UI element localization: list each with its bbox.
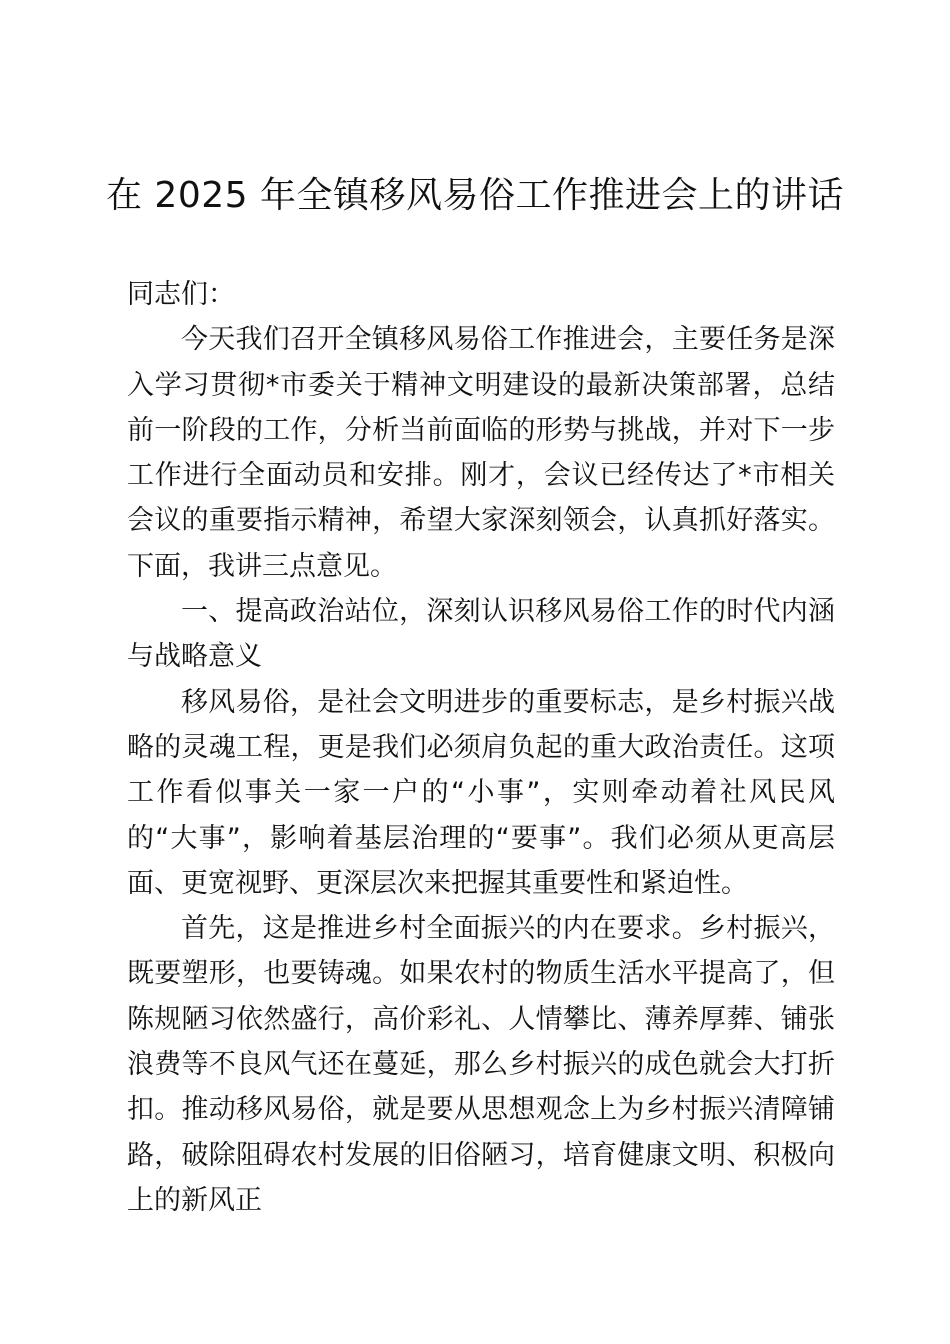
section-heading-1: 一、提高政治站位，深刻认识移风易俗工作的时代内涵与战略意义 [127,596,835,673]
document-body [127,272,835,1223]
paragraph-first-point: 首先，这是推进乡村全面振兴的内在要求。乡村振兴，既要塑形，也要铸魂。如果农村的物质生活水平提高了，但陈规陋习依然盛行，高价彩礼、人情攀比、薄养厚葬、铺张浪费等不良风气还在蔓延，那么乡村振兴的成色就会大打折扣。推动移风易俗，就是要从思想观念上为乡村振兴清障铺路，破除阻碍农村发展的旧俗陋习，培育健康文明、积极向上的新风正 [127,913,835,1216]
paragraph-significance: 移风易俗，是社会文明进步的重要标志，是乡村振兴战略的灵魂工程，更是我们必须肩负起的重大政治责任。这项工作看似事关一家一户的“小事”，实则牵动着社风民风的“大事”，影响着基层治理的“要事”。我们必须从更高层面、更宽视野、更深层次来把握其重要性和紧迫性。 [127,686,835,899]
document-title: 在 2025 年全镇移风易俗工作推进会上的讲话 [105,175,844,216]
paragraph-intro: 今天我们召开全镇移风易俗工作推进会，主要任务是深入学习贯彻*市委关于精神文明建设的最新决策部署，总结前一阶段的工作，分析当前面临的形势与挑战，并对下一步工作进行全面动员和安排。刚才，会议已经传达了*市相关会议的重要指示精神，希望大家深刻领会，认真抓好落实。下面，我讲三点意见。 [127,324,835,582]
salutation: 同志们： [127,279,235,310]
